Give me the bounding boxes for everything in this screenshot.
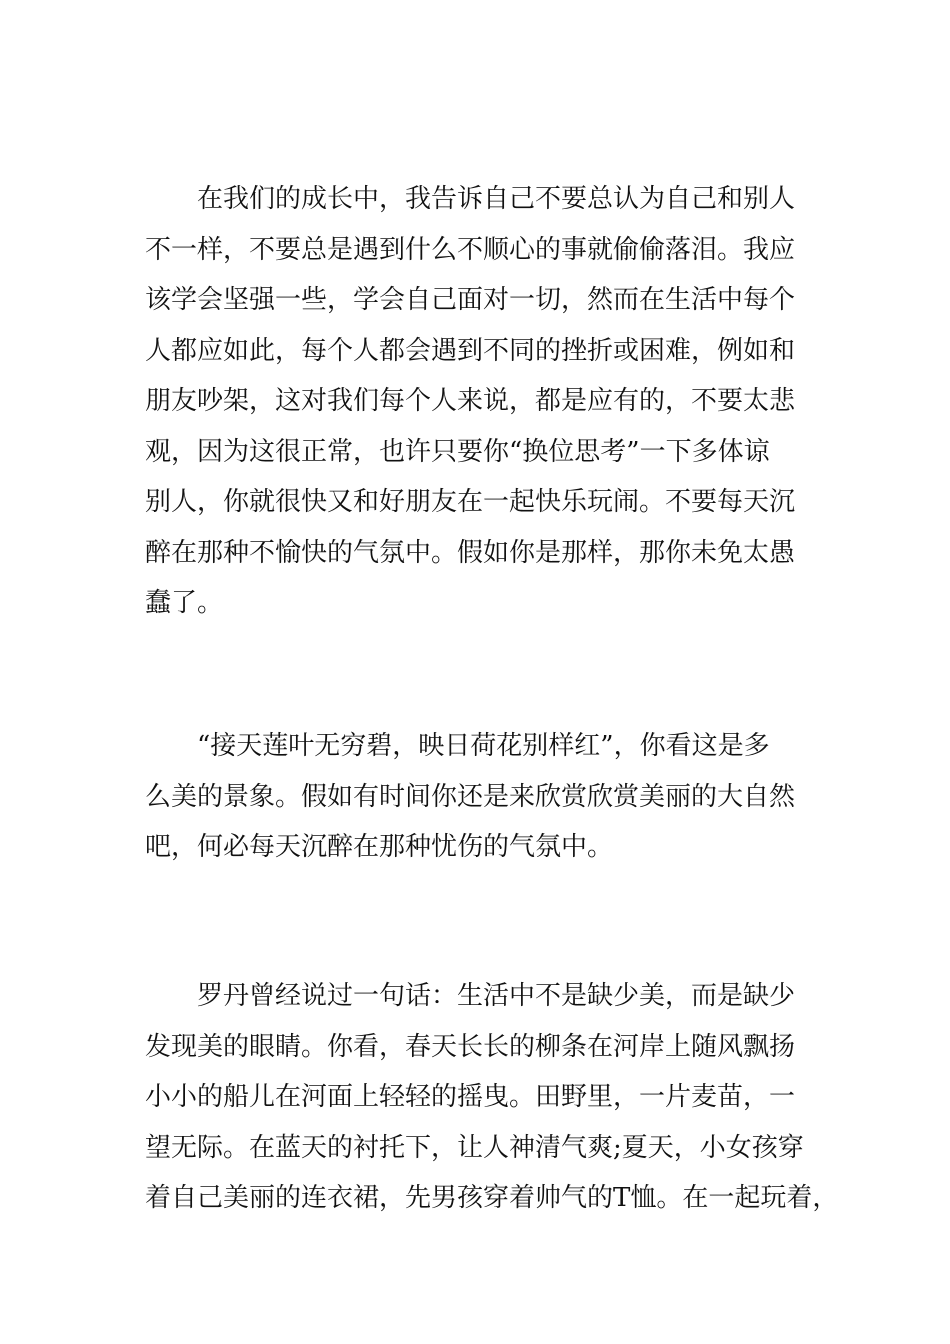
paragraph-line: 在我们的成长中，我告诉自己不要总认为自己和别人	[197, 184, 796, 214]
paragraph-line: 不一样，不要总是遇到什么不顺心的事就偷偷落泪。我应	[145, 234, 796, 265]
paragraph-line: 醉在那种不愉快的气氛中。假如你是那样，那你未免太愚	[145, 537, 796, 568]
paragraph-line: 该学会坚强一些，学会自己面对一切，然而在生活中每个	[145, 285, 796, 315]
paragraph-line: 人都应如此，每个人都会遇到不同的挫折或困难，例如和	[145, 335, 796, 366]
paragraph-line: “接天莲叶无穷碧，映日荷花别样红”，你看这是多	[197, 731, 770, 761]
paragraph-line: 朋友吵架，这对我们每个人来说，都是应有的，不要太悲	[145, 386, 796, 416]
paragraph-line: 小小的船儿在河面上轻轻的摇曳。田野里，一片麦苗，一	[145, 1082, 796, 1112]
paragraph-line: 观，因为这很正常，也许只要你“换位思考”一下多体谅	[145, 436, 770, 467]
paragraph-line: 着自己美丽的连衣裙，先男孩穿着帅气的T恤。在一起玩着，	[145, 1183, 839, 1213]
paragraph-line: 别人，你就很快又和好朋友在一起快乐玩闹。不要每天沉	[145, 487, 796, 517]
paragraph-line: 望无际。在蓝天的衬托下，让人神清气爽;夏天，小女孩穿	[145, 1132, 804, 1163]
paragraph-line: 蠢了。	[145, 588, 224, 618]
paragraph-line: 么美的景象。假如有时间你还是来欣赏欣赏美丽的大自然	[145, 781, 796, 812]
paragraph-3	[145, 971, 839, 1224]
paragraph-line: 吧，何必每天沉醉在那种忧伤的气氛中。	[145, 832, 614, 862]
paragraph-2	[145, 721, 810, 873]
paragraph-line: 发现美的眼睛。你看，春天长长的柳条在河岸上随风飘扬	[145, 1031, 796, 1062]
paragraph-line: 罗丹曾经说过一句话：生活中不是缺少美，而是缺少	[197, 981, 796, 1011]
paragraph-1	[145, 174, 810, 629]
